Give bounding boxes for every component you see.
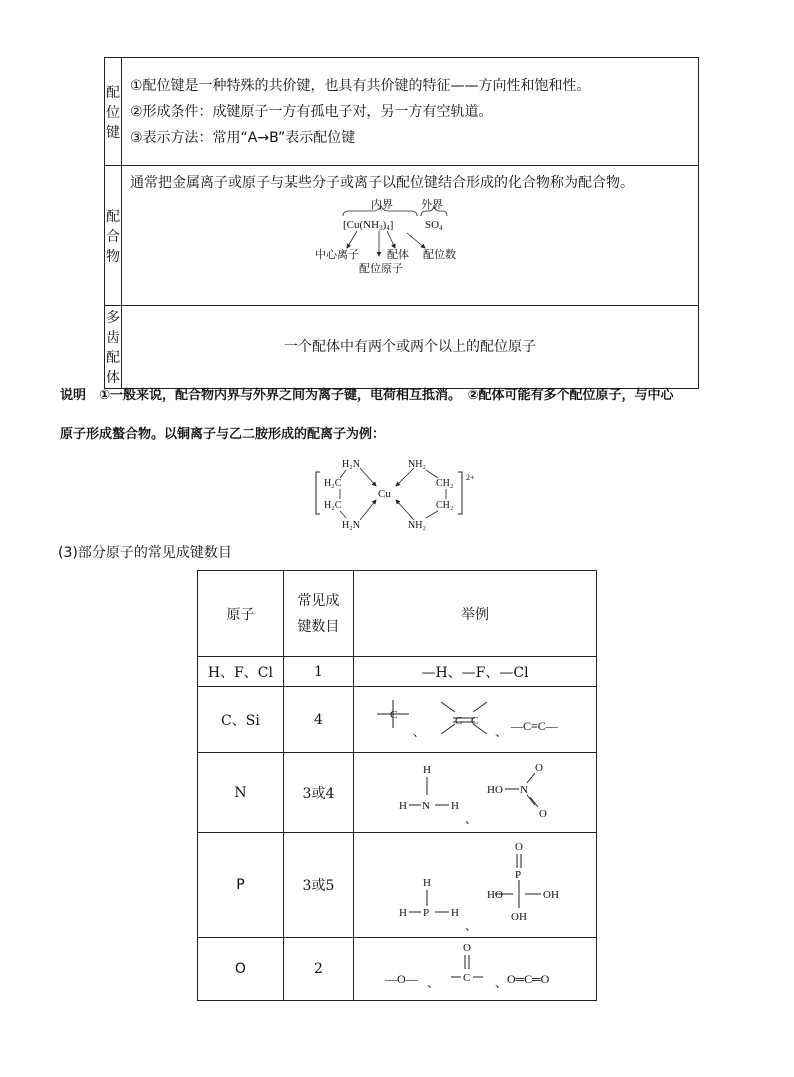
svg-text:H: H	[399, 799, 407, 812]
count-cell: 2	[283, 938, 353, 1001]
svg-text:、: 、	[465, 811, 478, 826]
oxygen-bond-examples	[355, 939, 595, 995]
atom-cell: N	[198, 753, 284, 833]
row-header-polydentate: 多齿配体	[105, 306, 122, 389]
sulfate-formula: SO4	[425, 219, 443, 232]
carbon-bond-examples	[355, 690, 595, 746]
svg-text:、: 、	[465, 919, 478, 932]
copper-center: Cu	[378, 488, 391, 500]
line-2: ②形成条件：成键原子一方有孤电子对，另一方有空轨道。	[130, 103, 493, 120]
svg-text:H: H	[399, 907, 407, 919]
atom-cell: C、Si	[198, 687, 284, 753]
count-cell: 3或4	[283, 753, 353, 833]
header-example: 举例	[354, 571, 597, 657]
svg-text:OH: OH	[543, 889, 559, 901]
atom-cell: P	[198, 833, 284, 938]
charge-label: 2+	[466, 473, 475, 482]
complex-definition: 通常把金属离子或原子与某些分子或离子以配位键结合形成的化合物称为配合物。	[130, 175, 634, 191]
row-header-coordinate-bond: 配位键	[105, 58, 122, 166]
svg-text:O: O	[515, 841, 523, 853]
svg-text:、: 、	[427, 976, 440, 990]
bond-count-table	[197, 570, 597, 1001]
inner-brace	[343, 206, 417, 216]
complex-structure-diagram	[130, 196, 690, 282]
outer-sphere-label: 外界	[421, 199, 443, 211]
coordinate-bond-description	[122, 58, 699, 166]
svg-text:O: O	[539, 807, 547, 820]
center-ion-label: 中心离子	[315, 249, 359, 261]
svg-text:P: P	[423, 907, 430, 919]
methylene-right-top: CH₂	[436, 478, 454, 489]
line-3: ③表示方法：常用“A→B”表示配位键	[130, 129, 356, 146]
svg-text:HO: HO	[487, 889, 503, 901]
amine-top-left: H₂N	[342, 459, 360, 470]
nitrogen-bond-examples	[355, 755, 595, 827]
svg-text:H: H	[423, 763, 431, 776]
inner-sphere-label: 内界	[371, 199, 393, 211]
table-row	[105, 306, 699, 389]
svg-text:、: 、	[413, 724, 426, 739]
table-row	[198, 687, 597, 753]
svg-text:O: O	[535, 761, 543, 774]
svg-text:P: P	[515, 869, 522, 881]
example-cell	[354, 687, 597, 753]
amine-bottom-right: NH₂	[408, 520, 426, 531]
coordination-number-label: 配位数	[423, 249, 456, 261]
table-row	[198, 938, 597, 1001]
chelate-structure	[310, 452, 490, 532]
table-row	[198, 657, 597, 687]
svg-text:H: H	[451, 907, 459, 919]
table-row	[105, 58, 699, 166]
svg-text:H: H	[451, 799, 459, 812]
svg-text:C: C	[455, 714, 463, 727]
note-line-1: 说明 ①一般来说，配合物内界与外界之间为离子键，电荷相互抵消。 ②配体可能有多个配位原子，与中心	[60, 388, 674, 403]
svg-text:N: N	[520, 783, 528, 796]
svg-text:、: 、	[495, 976, 508, 990]
header-bond-count: 常见成 键数目	[283, 571, 353, 657]
methylene-left-bottom: H₂C	[324, 500, 342, 511]
coordinating-atom-label: 配位原子	[359, 263, 403, 275]
amine-top-right: NH₂	[408, 459, 426, 470]
table-row	[198, 833, 597, 938]
amine-bottom-left: H₂N	[342, 520, 360, 531]
svg-text:C: C	[471, 714, 479, 727]
note-line-2: 原子形成螯合物。以铜离子与乙二胺形成的配离子为例：	[60, 427, 386, 442]
complex-formula: [Cu(NH3)4]	[343, 219, 394, 232]
table-row	[105, 166, 699, 306]
carbon-dioxide: O═C═O	[507, 972, 550, 986]
atom-cell: O	[198, 938, 284, 1001]
table-row	[198, 753, 597, 833]
header-atom: 原子	[198, 571, 284, 657]
svg-text:OH: OH	[511, 911, 527, 923]
svg-text:O: O	[463, 942, 471, 954]
svg-text:HO: HO	[487, 783, 503, 796]
methylene-left-top: H₂C	[324, 478, 342, 489]
example-cell	[354, 938, 597, 1001]
polydentate-description: 一个配体中有两个或两个以上的配位原子	[122, 306, 699, 389]
section-title: (3)部分原子的常见成键数目	[58, 545, 232, 561]
carbon-triple: —C≡C—	[511, 718, 558, 733]
coordination-table	[104, 57, 699, 389]
line-1: ①配位键是一种特殊的共价键，也具有共价键的特征——方向性和饱和性。	[130, 77, 591, 94]
count-cell: 4	[283, 687, 353, 753]
methylene-right-bottom: CH₂	[436, 500, 454, 511]
example-cell	[354, 833, 597, 938]
example-cell: —H、—F、—Cl	[354, 657, 597, 687]
svg-text:N: N	[422, 799, 430, 812]
svg-text:C: C	[463, 972, 471, 984]
row-header-complex: 配合物	[105, 166, 122, 306]
ligand-label: 配体	[387, 249, 409, 261]
phosphorus-bond-examples	[355, 834, 595, 932]
carbon-single: C	[390, 708, 398, 721]
complex-description	[122, 166, 699, 306]
example-cell	[354, 753, 597, 833]
table-header-row	[198, 571, 597, 657]
oxygen-single: —O—	[385, 972, 418, 986]
svg-text:、: 、	[495, 724, 508, 739]
atom-cell: H、F、Cl	[198, 657, 284, 687]
count-cell: 3或5	[283, 833, 353, 938]
svg-text:H: H	[423, 877, 431, 889]
count-cell: 1	[283, 657, 353, 687]
